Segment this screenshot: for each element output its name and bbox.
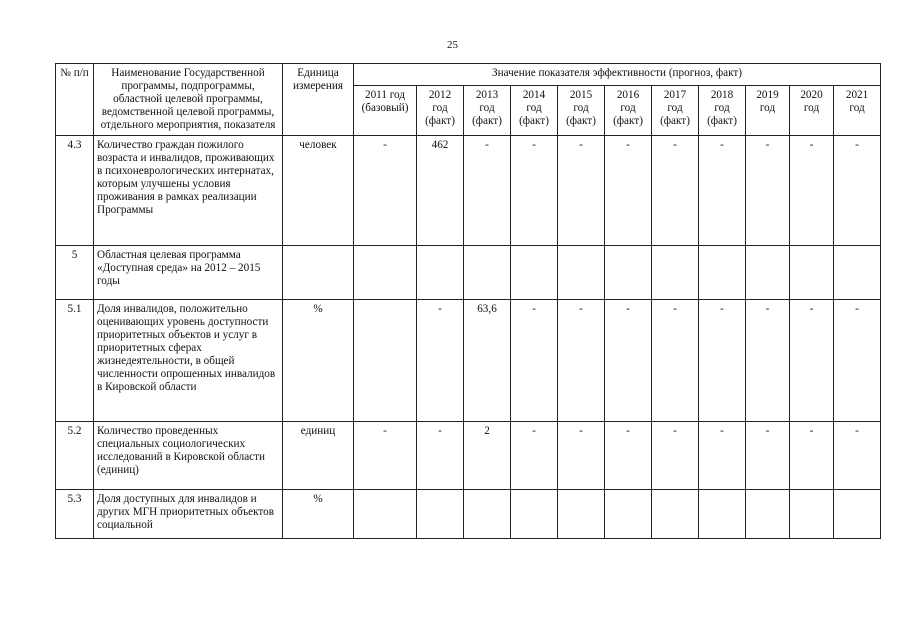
row-name: Доля инвалидов, положительно оценивающих уровень доступности приоритетных объектов и услуг в приоритетных сферах жизнедеятельности, в общей численности опрошенных инвалидов в Кировской области	[94, 300, 283, 422]
row-value	[558, 246, 605, 300]
row-value: -	[699, 300, 746, 422]
header-year-2017: 2017 год (факт)	[652, 85, 699, 135]
header-year-2016: 2016 год (факт)	[605, 85, 652, 135]
row-num: 5.3	[56, 490, 94, 539]
row-value: -	[790, 136, 834, 246]
row-value: -	[558, 136, 605, 246]
row-value: -	[417, 300, 464, 422]
row-value	[417, 246, 464, 300]
row-value: -	[354, 136, 417, 246]
header-year-2015: 2015 год (факт)	[558, 85, 605, 135]
row-value	[605, 246, 652, 300]
page-number: 25	[447, 39, 458, 51]
header-year-2018: 2018 год (факт)	[699, 85, 746, 135]
row-name: Доля доступных для инвалидов и других МГН приоритетных объектов социальной	[94, 490, 283, 539]
row-value: -	[790, 422, 834, 490]
row-value: -	[699, 422, 746, 490]
row-value	[652, 490, 699, 539]
row-value	[464, 490, 511, 539]
row-value: -	[511, 300, 558, 422]
row-value	[511, 490, 558, 539]
header-unit: Единица измерения	[283, 64, 354, 136]
row-value: -	[417, 422, 464, 490]
indicators-table	[55, 63, 881, 539]
row-unit: человек	[283, 136, 354, 246]
header-values-group: Значение показателя эффективности (прогноз, факт)	[354, 64, 881, 86]
header-year-2021: 2021 год	[834, 85, 881, 135]
header-num: № п/п	[56, 64, 94, 136]
row-value: -	[652, 300, 699, 422]
row-value	[834, 490, 881, 539]
row-value: -	[834, 136, 881, 246]
row-value	[790, 490, 834, 539]
row-value: -	[511, 422, 558, 490]
row-value	[464, 246, 511, 300]
row-value: -	[558, 422, 605, 490]
row-value: -	[652, 136, 699, 246]
row-num: 4.3	[56, 136, 94, 246]
header-row-1	[56, 64, 881, 86]
row-value: 2	[464, 422, 511, 490]
header-year-2012: 2012 год (факт)	[417, 85, 464, 135]
row-name: Количество граждан пожилого возраста и инвалидов, проживающих в психоневрологических интернатах, которым улучшены условия проживания в рамках реализации Программы	[94, 136, 283, 246]
row-value: -	[746, 422, 790, 490]
header-year-2013: 2013 год (факт)	[464, 85, 511, 135]
row-value: -	[464, 136, 511, 246]
row-value	[699, 490, 746, 539]
row-value: -	[746, 136, 790, 246]
row-value: -	[354, 422, 417, 490]
header-year-2020: 2020 год	[790, 85, 834, 135]
row-value: -	[511, 136, 558, 246]
row-value	[746, 490, 790, 539]
row-value: -	[605, 136, 652, 246]
row-value	[699, 246, 746, 300]
row-num: 5.1	[56, 300, 94, 422]
row-value: 63,6	[464, 300, 511, 422]
row-num: 5	[56, 246, 94, 300]
header-year-2011: 2011 год (базовый)	[354, 85, 417, 135]
row-value	[746, 246, 790, 300]
table-row	[56, 422, 881, 490]
row-value	[834, 246, 881, 300]
table-row	[56, 136, 881, 246]
row-value	[605, 490, 652, 539]
row-unit: единиц	[283, 422, 354, 490]
row-value	[558, 490, 605, 539]
row-unit: %	[283, 300, 354, 422]
row-value: -	[834, 300, 881, 422]
table-row	[56, 300, 881, 422]
table-row	[56, 490, 881, 539]
row-value: -	[790, 300, 834, 422]
row-name: Количество проведенных специальных социологических исследований в Кировской области (единиц)	[94, 422, 283, 490]
row-unit	[283, 246, 354, 300]
row-value: -	[746, 300, 790, 422]
row-value	[417, 490, 464, 539]
header-name: Наименование Государственной программы, подпрограммы, областной целевой программы, ведомственной целевой программы, отдельного мероприятия, показателя	[94, 64, 283, 136]
row-value: -	[605, 300, 652, 422]
row-value	[354, 246, 417, 300]
header-year-2014: 2014 год (факт)	[511, 85, 558, 135]
row-value	[354, 490, 417, 539]
row-value: -	[834, 422, 881, 490]
row-value	[354, 300, 417, 422]
row-value: -	[699, 136, 746, 246]
row-value	[511, 246, 558, 300]
row-value	[790, 246, 834, 300]
row-num: 5.2	[56, 422, 94, 490]
row-value: -	[652, 422, 699, 490]
row-value: 462	[417, 136, 464, 246]
row-value: -	[605, 422, 652, 490]
row-unit: %	[283, 490, 354, 539]
table-row	[56, 246, 881, 300]
row-name: Областная целевая программа «Доступная среда» на 2012 – 2015 годы	[94, 246, 283, 300]
header-year-2019: 2019 год	[746, 85, 790, 135]
row-value: -	[558, 300, 605, 422]
row-value	[652, 246, 699, 300]
